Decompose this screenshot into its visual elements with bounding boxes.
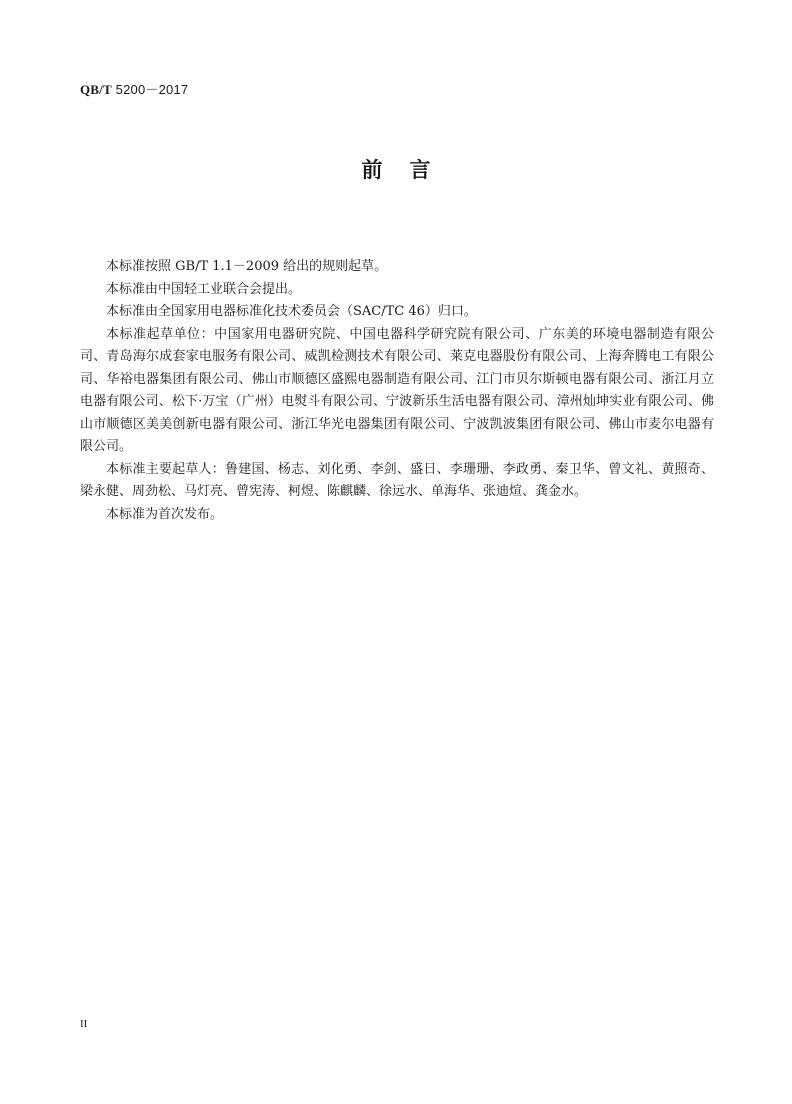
page-title: 前言 (361, 158, 458, 182)
document-code (80, 79, 188, 98)
paragraph-drafting-rules: 本标准按照 GB/T 1.1－2009 给出的规则起草。 (106, 259, 388, 274)
paragraph-drafting-units: 本标准起草单位：中国家用电器研究院、中国电器科学研究院有限公司、广东美的环境电器制造有限公司、青岛海尔成套家电服务有限公司、威凯检测技术有限公司、莱克电器股份有限公司、上海奔腾电工有限公司、华裕电器集团有限公司、佛山市顺德区盛熙电器制造有限公司、江门市贝尔斯顿电器有限公司、浙江月立电器有限公司、松下·万宝（广州）电熨斗有限公司、宁波新乐生活电器有限公司、漳州灿坤实业有限公司、佛山市顺德区美美创新电器有限公司、浙江华光电器集团有限公司、宁波凯波集团有限公司、佛山市麦尔电器有限公司。 (80, 326, 714, 454)
paragraph-proposer: 本标准由中国轻工业联合会提出。 (106, 281, 302, 297)
page-number: II (80, 1018, 88, 1030)
standard-prefix: QB/T (80, 82, 112, 97)
paragraph-administrator: 本标准由全国家用电器标准化技术委员会（SAC/TC 46）归口。 (106, 304, 477, 319)
paragraph-drafters: 本标准主要起草人：鲁建国、杨志、刘化勇、李剑、盛日、李珊珊、李政勇、秦卫华、曾文礼、黄照奇、梁永健、周劲松、马灯亮、曾宪涛、柯煜、陈麒麟、徐远水、单海华、张迪煊、龚金水。 (80, 461, 714, 499)
paragraph-first-release: 本标准为首次发布。 (106, 506, 224, 522)
foreword-body (80, 256, 714, 526)
standard-number: 5200－2017 (111, 82, 189, 97)
